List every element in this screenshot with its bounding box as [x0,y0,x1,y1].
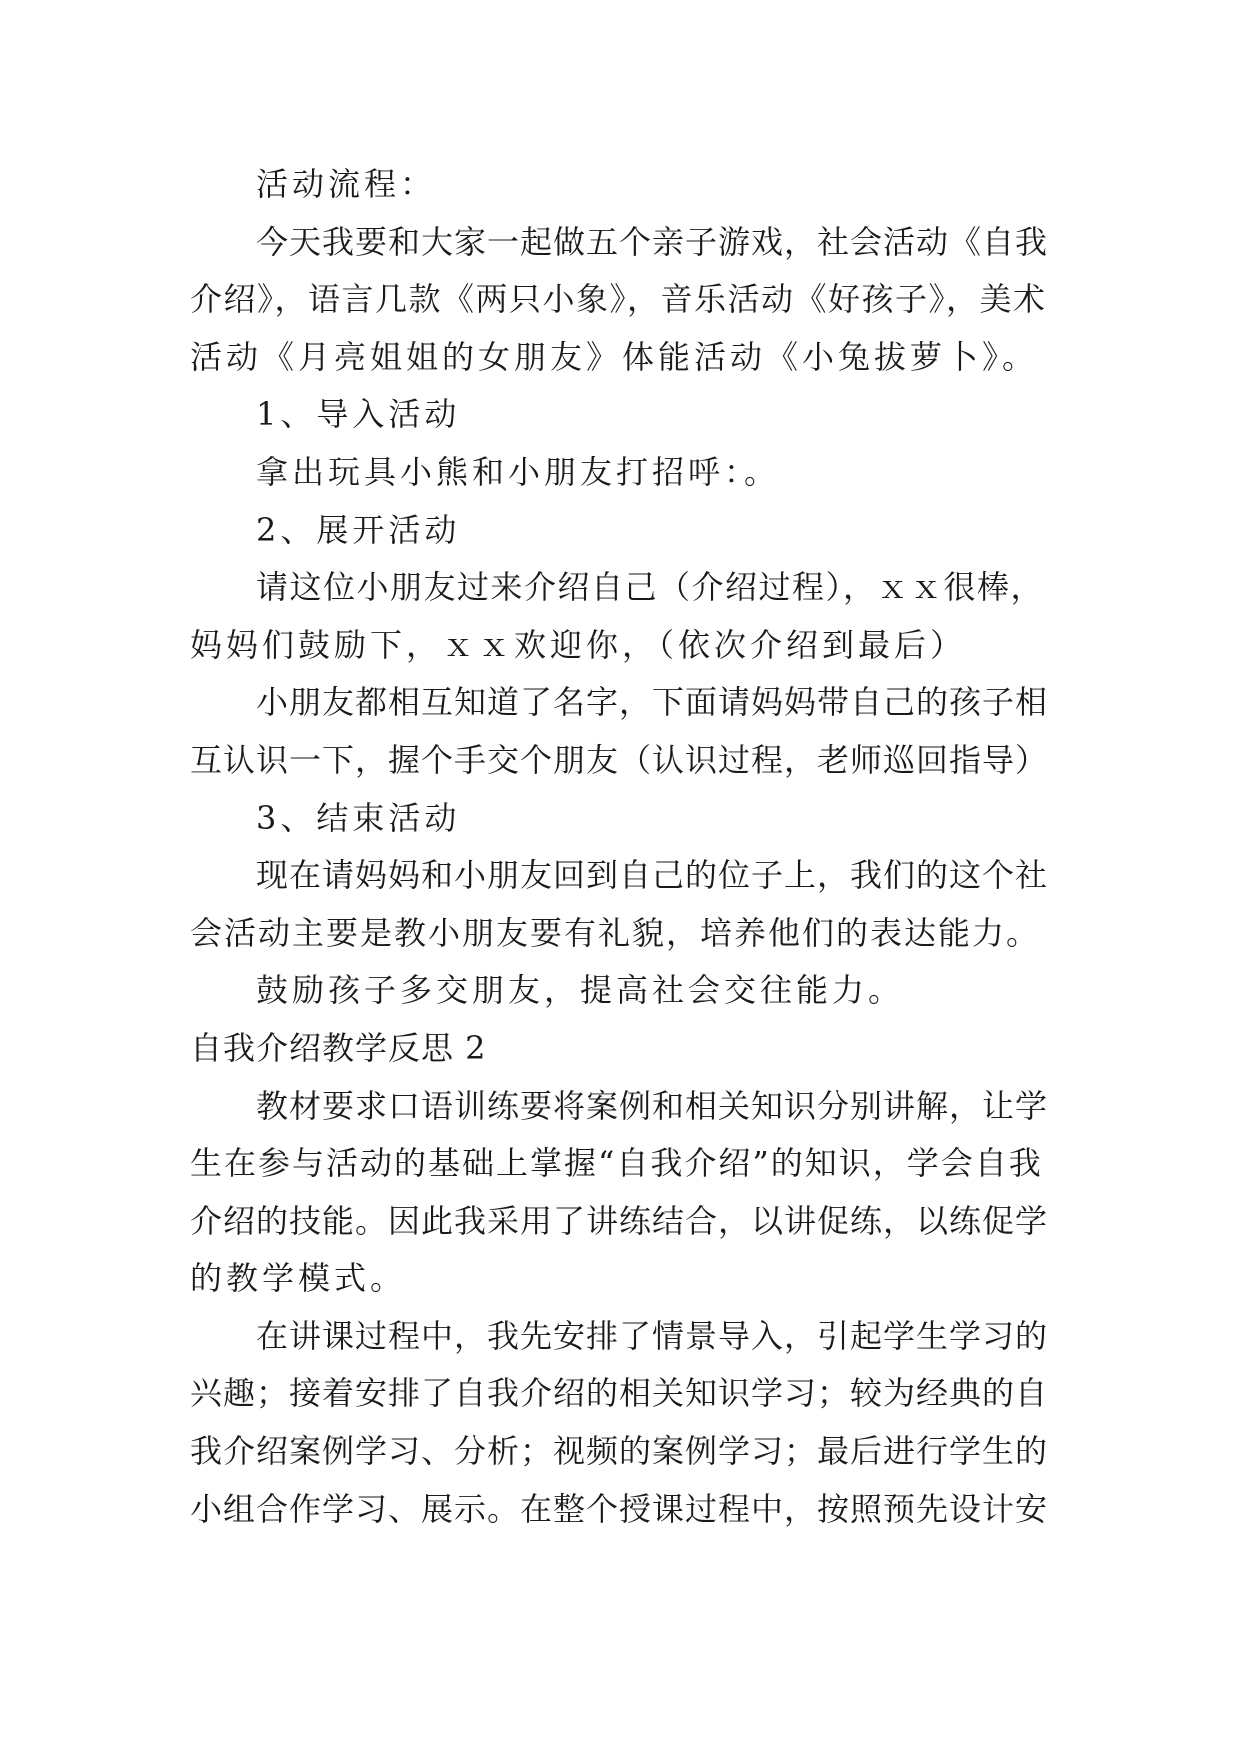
text-line: 生在参与活动的基础上掌握“自我介绍”的知识，学会自我 [190,1144,1043,1183]
text-line: 现在请妈妈和小朋友回到自己的位子上，我们的这个社 [256,856,1049,895]
text-line: 会活动主要是教小朋友要有礼貌，培养他们的表达能力。 [190,913,1041,952]
text-line: 的教学模式。 [190,1259,407,1298]
text-line: 妈妈们鼓励下，ｘｘ欢迎你，（依次介绍到最后） [190,625,967,664]
text-line: 介绍的技能。因此我采用了讲练结合，以讲促练，以练促学 [190,1201,1049,1240]
text-line: 兴趣；接着安排了自我介绍的相关知识学习；较为经典的自 [190,1374,1049,1413]
text-line: 小组合作学习、展示。在整个授课过程中，按照预先设计安 [190,1489,1049,1528]
text-line: 在讲课过程中，我先安排了情景导入，引起学生学习的 [256,1316,1049,1355]
text-line: 今天我要和大家一起做五个亲子游戏，社会活动《自我 [256,222,1049,261]
text-line: 1、导入活动 [256,395,461,434]
text-line: 互认识一下，握个手交个朋友（认识过程，老师巡回指导） [190,740,1049,779]
document-body [190,156,1050,1538]
text-line: 2、展开活动 [256,510,461,549]
text-line: 请这位小朋友过来介绍自己（介绍过程），ｘｘ很棒， [256,568,1045,607]
text-line: 拿出玩具小熊和小朋友打招呼：。 [256,452,781,491]
text-line: 活动流程： [256,165,437,203]
text-line: 介绍》，语言几款《两只小象》，音乐活动《好孩子》，美术 [190,280,1047,319]
text-line: 活动《月亮姐姐的女朋友》体能活动《小兔拔萝卜》。 [190,337,1039,376]
text-line: 鼓励孩子多交朋友，提高社会交往能力。 [256,971,905,1010]
text-line: 小朋友都相互知道了名字，下面请妈妈带自己的孩子相 [256,683,1049,722]
text-line: 3、结束活动 [256,798,461,837]
text-line: 教材要求口语训练要将案例和相关知识分别讲解，让学 [256,1086,1049,1125]
section-heading: 自我介绍教学反思 2 [190,1028,487,1067]
text-line: 我介绍案例学习、分析；视频的案例学习；最后进行学生的 [190,1432,1049,1471]
